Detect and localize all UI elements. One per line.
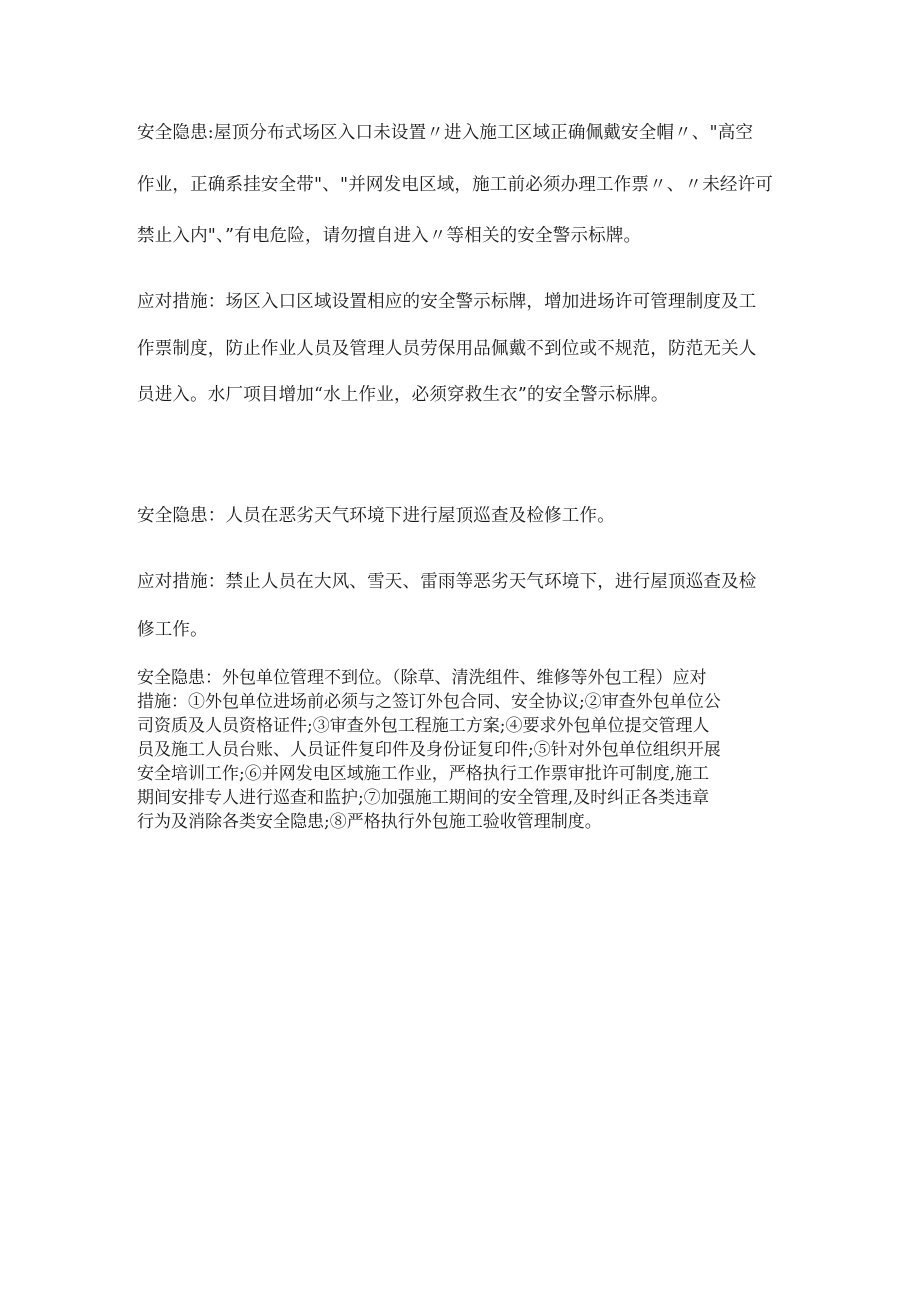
hazard-1-line-3: 禁止入内"、”有电危险，请勿擅自进入〃等相关的安全警示标牌。 xyxy=(137,226,642,246)
measure-1-line-3: 员进入。水厂项目增加“水上作业，必须穿救生衣”的安全警示标牌。 xyxy=(137,385,669,405)
section-3-line-5: 安全培训工作;⑥并网发电区域施工作业，严格执行工作票审批许可制度,施工 xyxy=(137,764,710,784)
measure-2-line-1: 应对措施：禁止人员在大风、雪天、雷雨等恶劣天气环境下，进行屋顶巡查及检 xyxy=(137,572,757,592)
measure-1-line-2: 作票制度，防止作业人员及管理人员劳保用品佩戴不到位或不规范，防范无关人 xyxy=(137,339,757,359)
hazard-1-line-2: 作业，正确系挂安全带"、"并网发电区域，施工前必须办理工作票〃、〃未经许可 xyxy=(137,175,773,195)
section-3-line-3: 司资质及人员资格证件;③审查外包工程施工方案;④要求外包单位提交管理人 xyxy=(137,716,710,736)
section-3-line-6: 期间安排专人进行巡查和监护;⑦加强施工期间的安全管理,及时纠正各类违章 xyxy=(137,788,710,808)
section-3-line-7: 行为及消除各类安全隐患;⑧严格执行外包施工验收管理制度。 xyxy=(137,812,602,832)
hazard-1-line-1: 安全隐患:屋顶分布式场区入口未设置〃进入施工区域正确佩戴安全帽〃、"高空 xyxy=(137,123,754,143)
hazard-2: 安全隐患：人员在恶劣天气环境下进行屋顶巡查及检修工作。 xyxy=(137,506,615,526)
measure-1-line-1: 应对措施：场区入口区域设置相应的安全警示标牌，增加进场许可管理制度及工 xyxy=(137,292,757,312)
measure-2-line-2: 修工作。 xyxy=(137,620,208,640)
section-3-line-2: 措施：①外包单位进场前必须与之签订外包合同、安全协议;②审查外包单位公 xyxy=(137,692,721,712)
section-3-line-1: 安全隐患：外包单位管理不到位。（除草、清洗组件、维修等外包工程）应对 xyxy=(137,668,707,688)
section-3-line-4: 员及施工人员台账、人员证件复印件及身份证复印件;⑤针对外包单位组织开展 xyxy=(137,740,721,760)
